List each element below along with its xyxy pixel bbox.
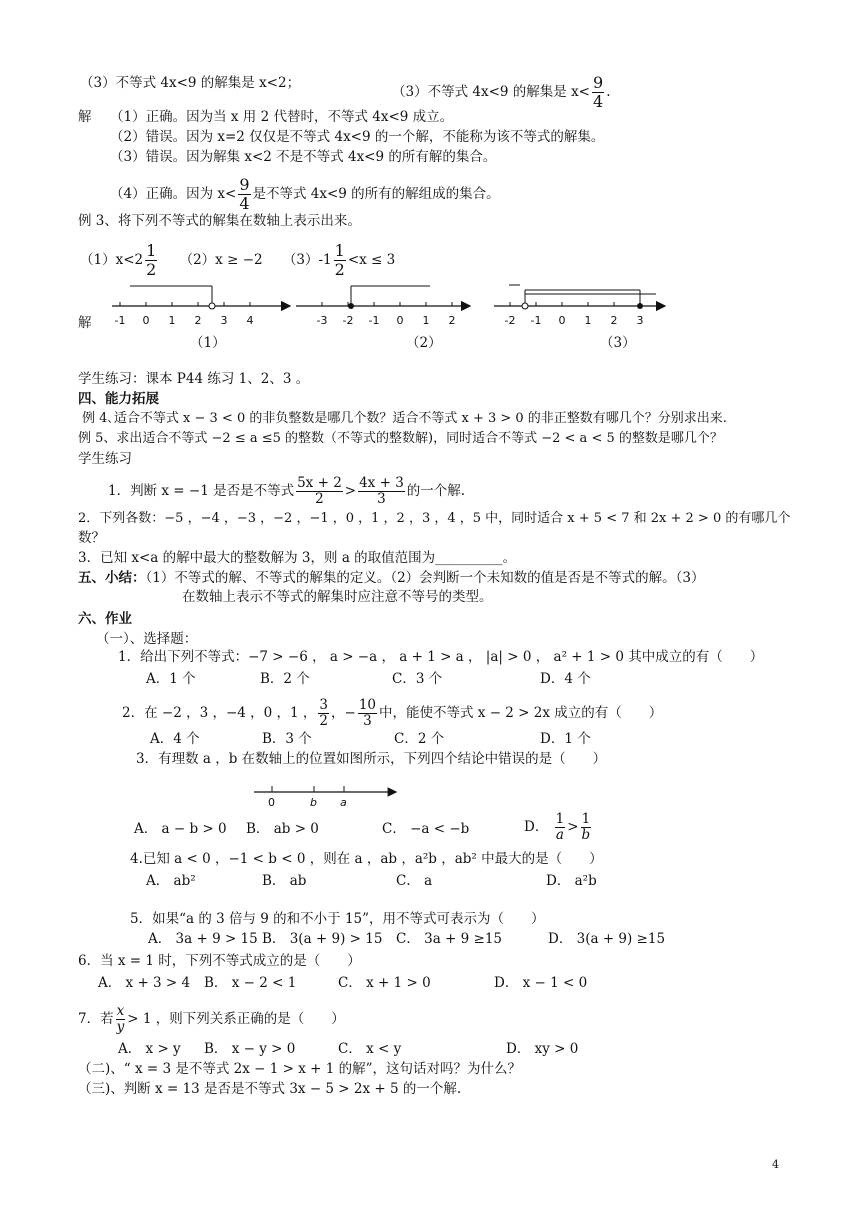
choice-1-opt-a: A．1 个	[146, 671, 196, 687]
choice-3-opt-c: C． −a < −b	[382, 821, 470, 837]
choice-3-opt-b: B． ab > 0	[246, 821, 319, 837]
axis-tick-label: 1	[422, 314, 430, 327]
choice-5-opt-c: C． 3a + 9 ≥15	[396, 931, 503, 947]
axis-tick-label: 4	[246, 314, 254, 327]
choice-6-opt-a: A． x + 3 > 4	[98, 975, 191, 991]
caption-2: （2）	[406, 335, 442, 351]
choice-3: 3．有理数 a ，b 在数轴上的位置如图所示，下列四个结论中错误的是（ ）	[136, 751, 607, 767]
choice-1: 1．给出下列不等式：−7 > −6 ， a > −a ， a + 1 > a ， |a| > 0 ， a² + 1 > 0 其中成立的有（ ）	[118, 649, 764, 665]
problem-4-text: （3）不等式 4x<9 的解集是 x< $\frac{9}{4}$ .	[392, 73, 611, 111]
choice-4-opt-a: A． ab²	[146, 873, 196, 889]
choice-2-opt-c: C．2 个	[394, 731, 445, 747]
number-line-1	[112, 286, 290, 309]
caption-1: （1）	[190, 335, 226, 351]
summary-line2: 在数轴上表示不等式的解集时应注意不等号的类型。	[182, 589, 493, 605]
choice-6-opt-d: D． x − 1 < 0	[494, 975, 588, 991]
section-4-heading: 四、能力拓展	[78, 391, 159, 407]
axis-tick-label: 2	[448, 314, 456, 327]
choice-3-number-line	[250, 780, 410, 810]
summary-line1: 五、小结：（1）不等式的解、不等式的解集的定义。（2）会判断一个未知数的值是否是不等式的解。（3）	[78, 570, 705, 586]
fraction-9-4: $\frac{9}{4}$	[593, 73, 604, 111]
practice-2: 学生练习	[78, 451, 132, 467]
choice-2: 2．在 −2 ，3 ，−4 ，0 ，1 ， $\frac{3}{2}$ ，− $\frac{10}{3}$ 中，能使不等式 x − 2 > 2x 成立的有（ ）	[122, 697, 663, 729]
question-3: 3．已知 x<a 的解中最大的整数解为 3，则 a 的取值范围为__________。	[78, 550, 517, 566]
choice-4-opt-d: D． a²b	[546, 873, 597, 889]
choice-4-opt-c: C． a	[396, 873, 433, 889]
axis-tick-label: 1	[584, 314, 592, 327]
axis-tick-label: -1	[530, 314, 542, 327]
axis-tick-label: -2	[342, 314, 354, 327]
solution-1: （1）正确。因为当 x 用 2 代替时，不等式 4x<9 成立。	[110, 109, 454, 125]
choice-3-opt-d: D． $\frac{1}{a}$ > $\frac{1}{b}$	[524, 811, 591, 843]
axis-tick-label: 0	[396, 314, 404, 327]
choice-4-opt-b: B． ab	[262, 873, 307, 889]
section-6-heading: 六、作业	[78, 611, 132, 627]
problem-3-text: （3）不等式 4x<9 的解集是 x<2；	[80, 75, 301, 91]
choice-7-opt-b: B． x − y > 0	[204, 1041, 296, 1057]
tick-label-b: b	[310, 796, 317, 809]
page-number: 4	[772, 1158, 779, 1171]
number-lines	[0, 276, 860, 336]
choice-5-opt-d: D． 3(a + 9) ≥15	[548, 931, 666, 947]
number-line-3	[494, 285, 665, 309]
practice-1: 学生练习：课本 P44 练习 1、2、3 。	[78, 371, 310, 387]
choice-5-opt-a: A． 3a + 9 > 15	[148, 931, 258, 947]
choice-7-opt-d: D． xy > 0	[506, 1041, 579, 1057]
solution-mark: 解	[78, 109, 92, 125]
example-5: 例 5、求出适合不等式 −2 ≤ a ≤5 的整数（不等式的整数解)，同时适合不等式 −2 < a < 5 的整数是哪几个？	[78, 431, 723, 446]
choice-7: 7．若 $\frac{x}{y}$ > 1 ，则下列关系正确的是（ ）	[78, 1003, 345, 1035]
homework-2: （二)、“ x = 3 是不等式 2x − 1 > x + 1 的解”，这句话对吗？为什么？	[78, 1061, 522, 1077]
example-4: 例 4､适合不等式 x − 3 < 0 的非负整数是哪几个数？适合不等式 x + 3 > 0 的非正整数有哪几个？分别求出来.	[82, 411, 727, 426]
solution-2: （2）错误。因为 x=2 仅仅是不等式 4x<9 的一个解，不能称为该不等式的解集。	[110, 129, 605, 145]
choice-2-opt-b: B．3 个	[262, 731, 312, 747]
tick-label-0: 0	[268, 796, 275, 809]
choice-1-opt-b: B．2 个	[260, 671, 310, 687]
axis-tick-label: 2	[194, 314, 202, 327]
homework-3: （三)、判断 x = 13 是否是不等式 3x − 5 > 2x + 5 的一个解.	[78, 1081, 462, 1097]
choice-2-opt-d: D．1 个	[540, 731, 591, 747]
axis-tick-label: 0	[558, 314, 566, 327]
axis-tick-label: -1	[368, 314, 380, 327]
tick-label-a: a	[340, 796, 347, 809]
choice-7-opt-a: A． x > y	[118, 1041, 181, 1057]
axis-tick-label: 3	[220, 314, 228, 327]
axis-tick-label: -1	[114, 314, 126, 327]
choice-2-opt-a: A．4 个	[150, 731, 200, 747]
closed-point	[348, 303, 354, 309]
choice-5-opt-b: B． 3(a + 9) > 15	[262, 931, 383, 947]
axis-tick-label: -2	[504, 314, 516, 327]
choice-1-opt-c: C．3 个	[392, 671, 443, 687]
axis-tick-label: 0	[142, 314, 150, 327]
choice-6: 6．当 x = 1 时，下列不等式成立的是（ ）	[78, 953, 361, 969]
axis-tick-label: 3	[636, 314, 644, 327]
choice-5: 5．如果“a 的 3 倍与 9 的和不小于 15”，用不等式可表示为（ ）	[130, 911, 545, 927]
example-3-solution-mark: 解	[78, 315, 92, 331]
question-1: 1．判断 x = −1 是否是不等式 $\frac{5x + 2}{2}$ > $\frac{4x + 3}{3}$ 的一个解.	[108, 475, 466, 507]
axis-tick-label: 2	[610, 314, 618, 327]
choice-4: 4.已知 a < 0 ，−1 < b < 0 ，则在 a ，ab ，a²b ，ab² 中最大的是（ ）	[130, 851, 603, 867]
open-point	[209, 303, 215, 309]
choice-7-opt-c: C． x < y	[338, 1041, 402, 1057]
choice-3-opt-a: A． a − b > 0	[134, 821, 227, 837]
homework-choice-heading: （一）、选择题：	[96, 631, 198, 647]
open-point	[522, 303, 528, 309]
choice-6-opt-c: C． x + 1 > 0	[338, 975, 431, 991]
example-3-parts: （1）x<2 $\frac{1}{2}$ （2）x ≥ −2 （3）-1 $\frac{1}{2}$ <x ≤ 3	[80, 241, 396, 279]
example-3-title: 例 3、将下列不等式的解集在数轴上表示出来。	[78, 213, 361, 229]
solution-4: （4）正确。因为 x< $\frac{9}{4}$ 是不等式 4x<9 的所有的解组成的集合。	[110, 175, 500, 213]
solution-3: （3）错误。因为解集 x<2 不是不等式 4x<9 的所有解的集合。	[110, 149, 497, 165]
question-2-line2: 数？	[78, 530, 105, 546]
caption-3: （3）	[600, 335, 636, 351]
choice-1-opt-d: D．4 个	[540, 671, 591, 687]
axis-tick-label: 1	[168, 314, 176, 327]
question-2-line1: 2．下列各数：−5 ，−4 ，−3 ，−2 ，−1 ，0 ，1 ，2 ，3 ，4 ，5 中，同时适合 x + 5 < 7 和 2x + 2 > 0 的有哪几个	[78, 511, 791, 526]
choice-6-opt-b: B． x − 2 < 1	[204, 975, 297, 991]
axis-tick-label: -3	[316, 314, 328, 327]
